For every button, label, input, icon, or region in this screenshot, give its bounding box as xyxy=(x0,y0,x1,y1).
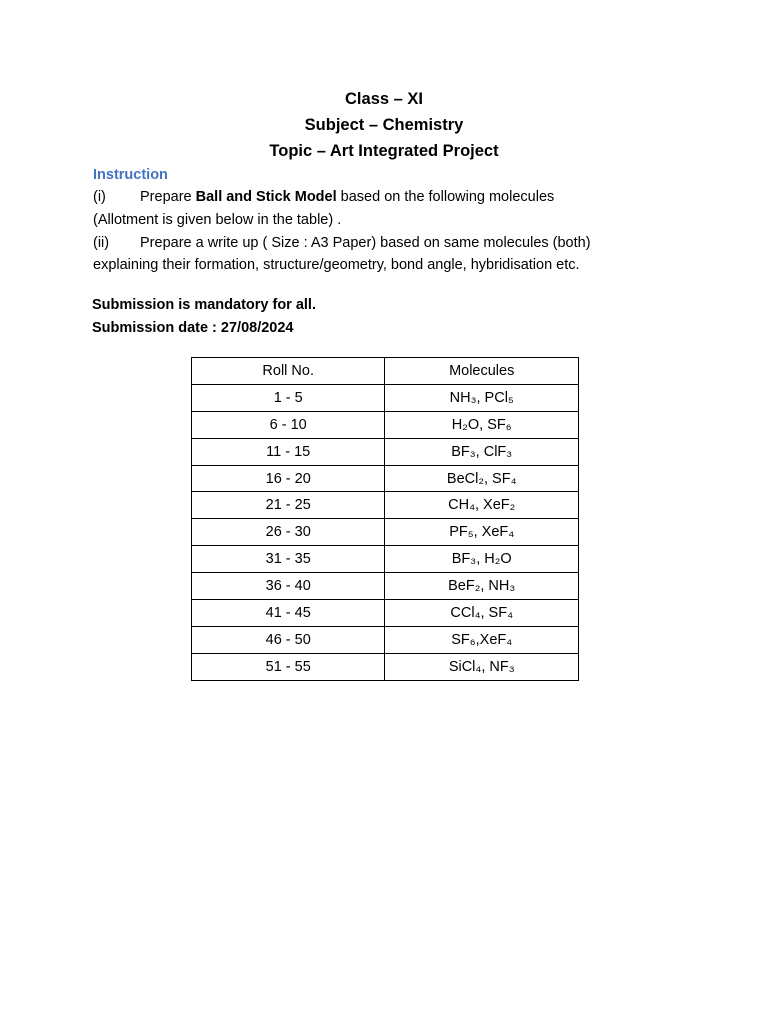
instruction-item-1-bold: Ball and Stick Model xyxy=(195,189,337,205)
header-molecules: Molecules xyxy=(385,358,579,385)
roll-cell: 1 - 5 xyxy=(192,384,385,411)
instruction-item-1-suffix: based on the following molecules xyxy=(336,189,555,205)
table-row xyxy=(192,626,579,653)
molecules-cell: CH₄, XeF₂ xyxy=(385,492,579,519)
submission-date: Submission date : 27/08/2024 xyxy=(92,320,294,336)
roll-cell: 51 - 55 xyxy=(192,653,385,680)
molecules-cell: SiCl₄, NF₃ xyxy=(385,653,579,680)
table-row xyxy=(192,600,579,627)
topic-heading: Topic – Art Integrated Project xyxy=(269,142,499,160)
table-row xyxy=(192,573,579,600)
instruction-item-2-text: Prepare a write up ( Size : A3 Paper) based on same molecules (both) xyxy=(140,235,591,251)
table-row xyxy=(192,384,579,411)
molecules-cell: NH₃, PCl₅ xyxy=(385,384,579,411)
molecules-cell: BeF₂, NH₃ xyxy=(385,573,579,600)
instruction-item-2-marker: (ii) xyxy=(93,235,110,251)
subject-heading: Subject – Chemistry xyxy=(304,116,464,134)
molecules-cell: CCl₄, SF₄ xyxy=(385,600,579,627)
table-row xyxy=(192,438,579,465)
allotment-table xyxy=(191,357,579,681)
roll-cell: 46 - 50 xyxy=(192,626,385,653)
header-roll-no: Roll No. xyxy=(192,358,385,385)
molecules-cell: BF₃, ClF₃ xyxy=(385,438,579,465)
instruction-item-1 xyxy=(93,187,554,207)
instruction-item-2-continuation: explaining their formation, structure/geometry, bond angle, hybridisation etc. xyxy=(93,257,580,273)
instruction-item-1-marker: (i) xyxy=(93,189,106,205)
instruction-title: Instruction xyxy=(93,167,168,183)
instruction-item-1-continuation: (Allotment is given below in the table) . xyxy=(93,212,342,228)
table-row xyxy=(192,492,579,519)
roll-cell: 41 - 45 xyxy=(192,600,385,627)
roll-cell: 6 - 10 xyxy=(192,411,385,438)
molecules-cell: PF₅, XeF₄ xyxy=(385,519,579,546)
table-row xyxy=(192,411,579,438)
roll-cell: 16 - 20 xyxy=(192,465,385,492)
roll-cell: 31 - 35 xyxy=(192,546,385,573)
table-header-row xyxy=(192,358,579,385)
table-row xyxy=(192,519,579,546)
molecules-cell: BF₃, H₂O xyxy=(385,546,579,573)
submission-mandatory: Submission is mandatory for all. xyxy=(92,297,316,313)
molecules-cell: SF₆,XeF₄ xyxy=(385,626,579,653)
table-row xyxy=(192,465,579,492)
roll-cell: 36 - 40 xyxy=(192,573,385,600)
table-row xyxy=(192,653,579,680)
instruction-item-1-prefix: Prepare xyxy=(140,189,196,205)
table-row xyxy=(192,546,579,573)
roll-cell: 26 - 30 xyxy=(192,519,385,546)
molecules-cell: H₂O, SF₆ xyxy=(385,411,579,438)
roll-cell: 11 - 15 xyxy=(192,438,385,465)
class-heading: Class – XI xyxy=(345,90,423,108)
instruction-item-2 xyxy=(93,233,591,253)
roll-cell: 21 - 25 xyxy=(192,492,385,519)
molecules-cell: BeCl₂, SF₄ xyxy=(385,465,579,492)
